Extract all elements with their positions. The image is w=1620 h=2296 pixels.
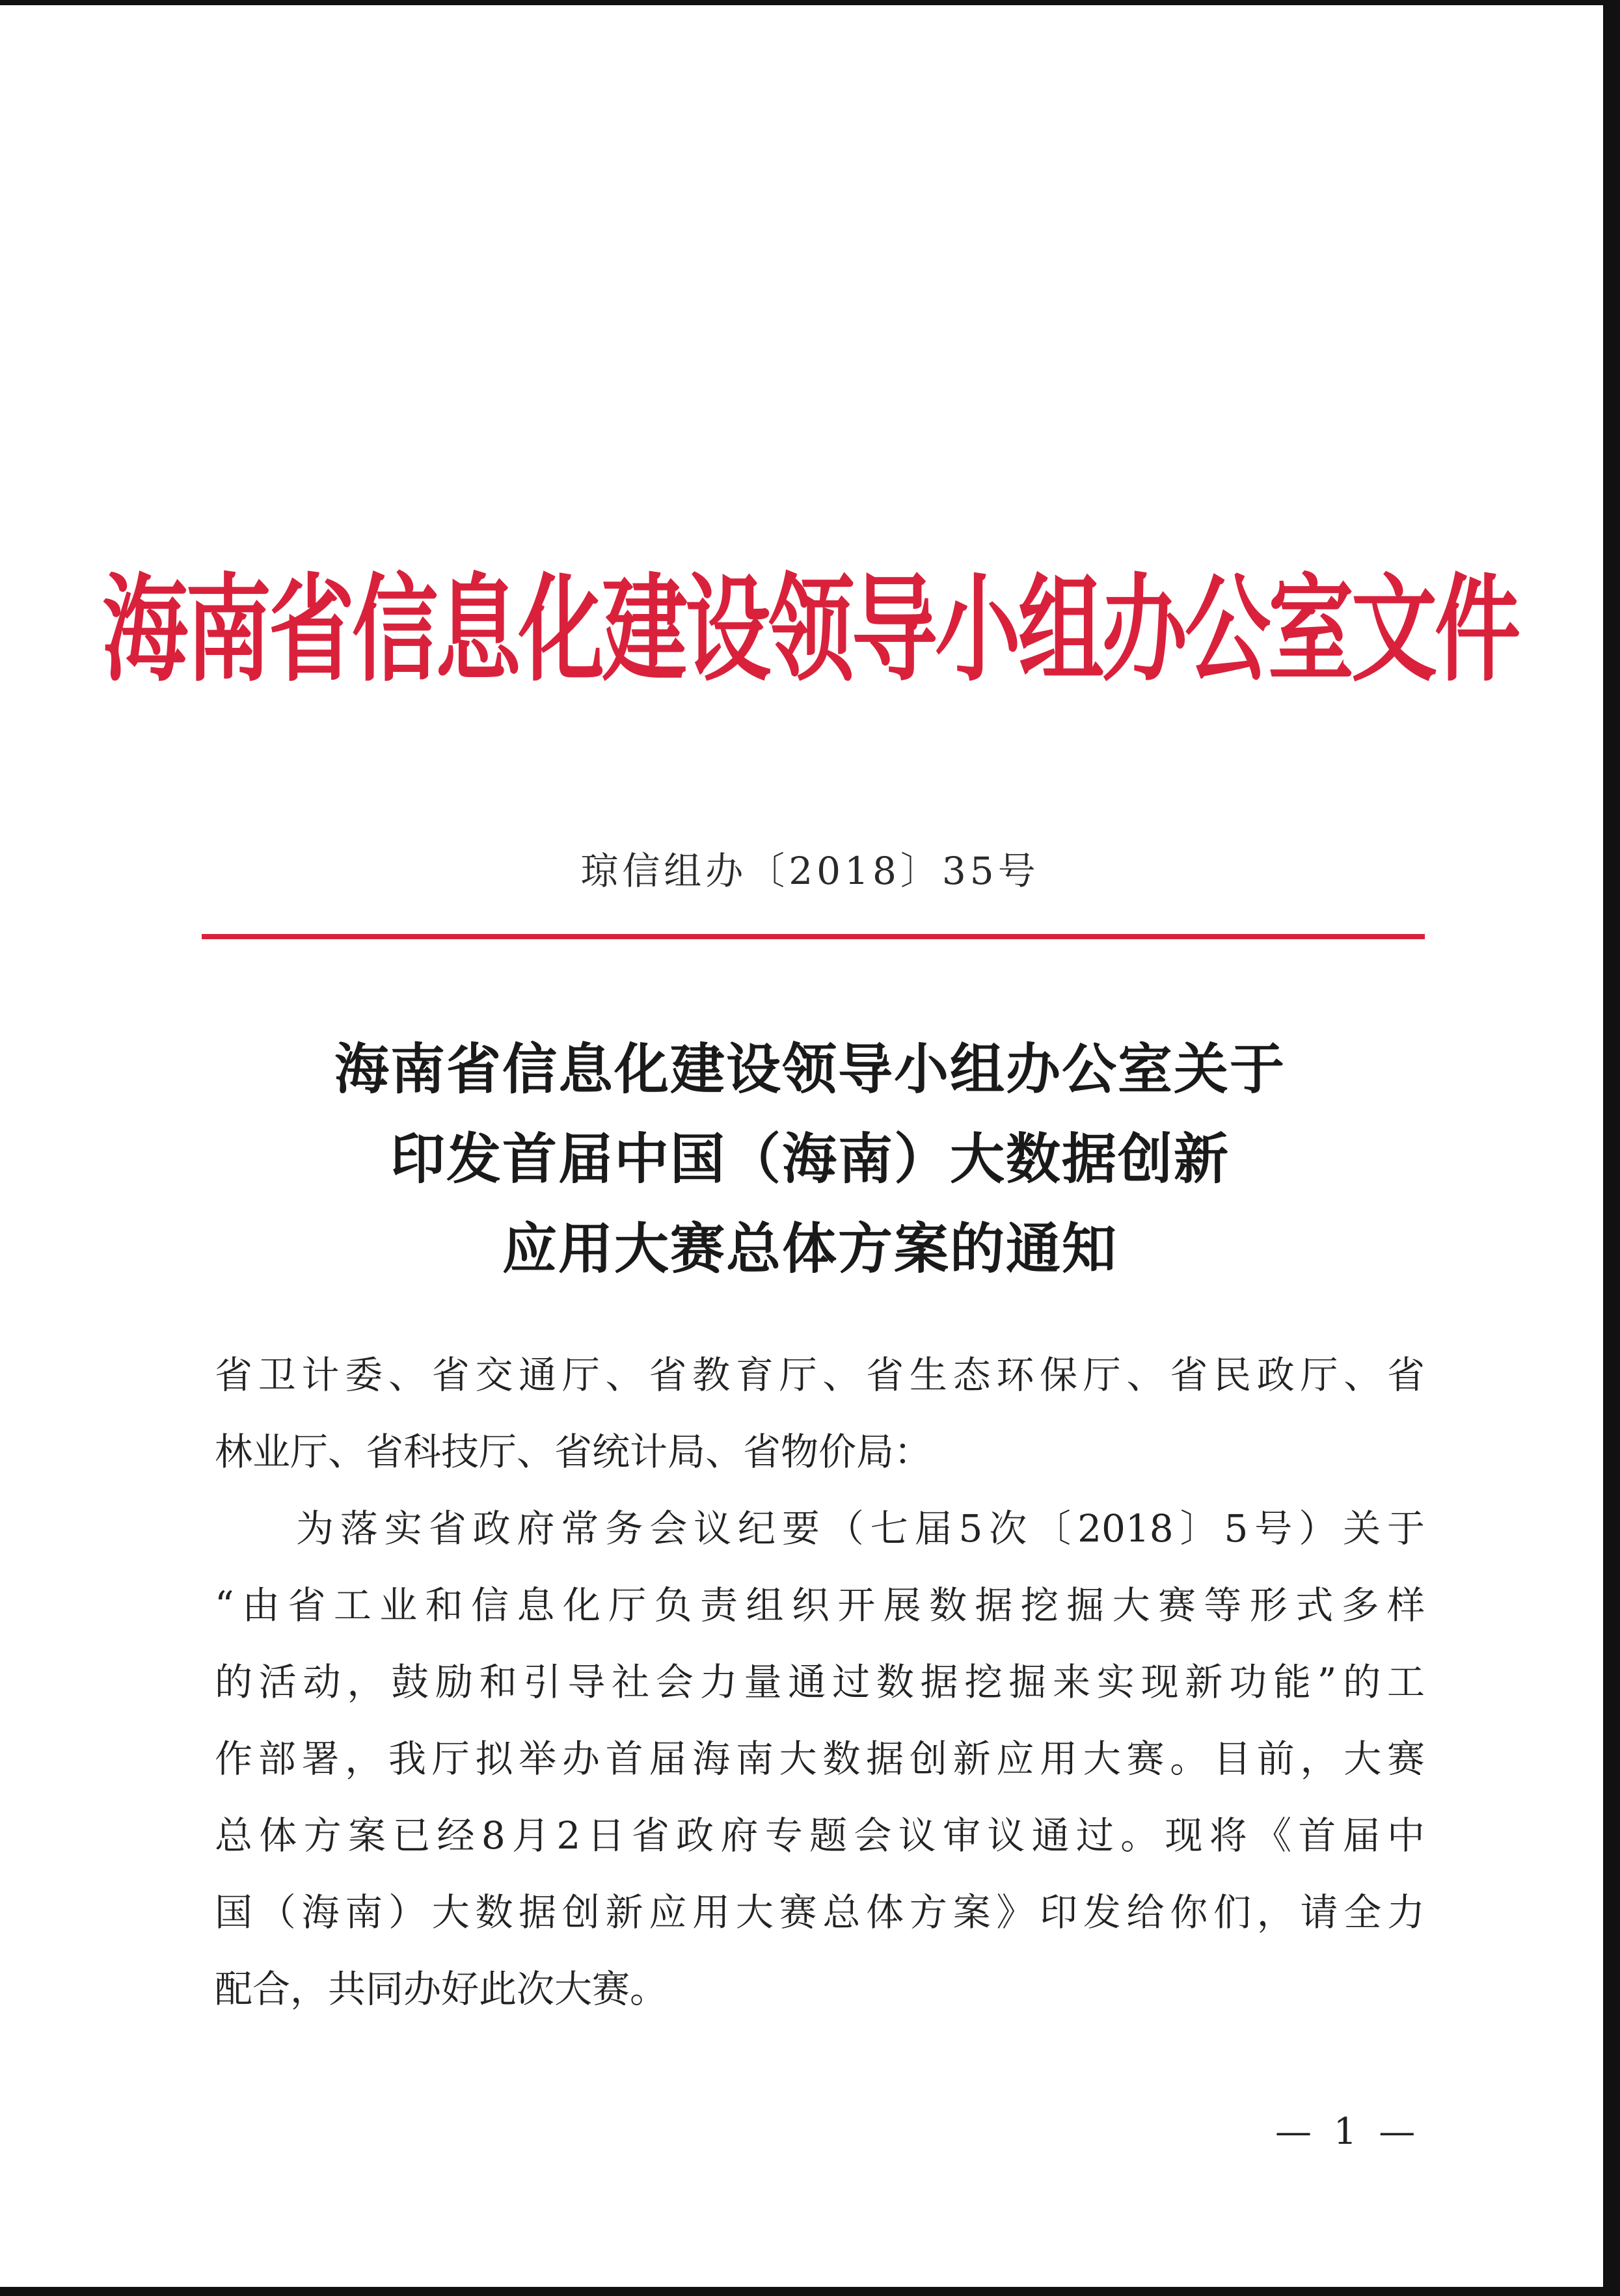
notice-title-line: 海南省信息化建设领导小组办公室关于	[334, 1037, 1286, 1101]
notice-title	[0, 1024, 1620, 1294]
recipients-line: 省卫计委、省交通厅、省教育厅、省生态环保厅、省民政厅、省	[215, 1353, 1425, 1397]
body-line: 总体方案已经8月2日省政府专题会议审议通过。现将《首届中	[215, 1813, 1425, 1858]
body-line: “由省工业和信息化厅负责组织开展数据挖掘大赛等形式多样	[215, 1583, 1425, 1627]
red-separator-line	[202, 934, 1425, 939]
body-line: 的活动，鼓励和引导社会力量通过数据挖掘来实现新功能”的工	[215, 1660, 1425, 1704]
notice-title-line: 印发首届中国（海南）大数据创新	[390, 1127, 1230, 1191]
notice-title-line: 应用大赛总体方案的通知	[502, 1216, 1118, 1281]
body-line: 作部署，我厅拟举办首届海南大数据创新应用大赛。目前，大赛	[215, 1737, 1425, 1781]
recipients-line: 林业厅、省科技厅、省统计局、省物价局：	[215, 1430, 932, 1474]
body-line: 国（海南）大数据创新应用大赛总体方案》印发给你们，请全力	[215, 1890, 1425, 1934]
document-body	[215, 1337, 1425, 2027]
page-number: — 1 —	[1275, 2111, 1421, 2153]
document-number: 琼信组办〔2018〕35号	[580, 849, 1040, 893]
body-line: 配合，共同办好此次大赛。	[215, 1967, 668, 2011]
issuer-title: 海南省信息化建设领导小组办公室文件	[102, 561, 1518, 699]
body-line: 为落实省政府常务会议纪要（七届5次〔2018〕5号）关于	[296, 1506, 1425, 1551]
